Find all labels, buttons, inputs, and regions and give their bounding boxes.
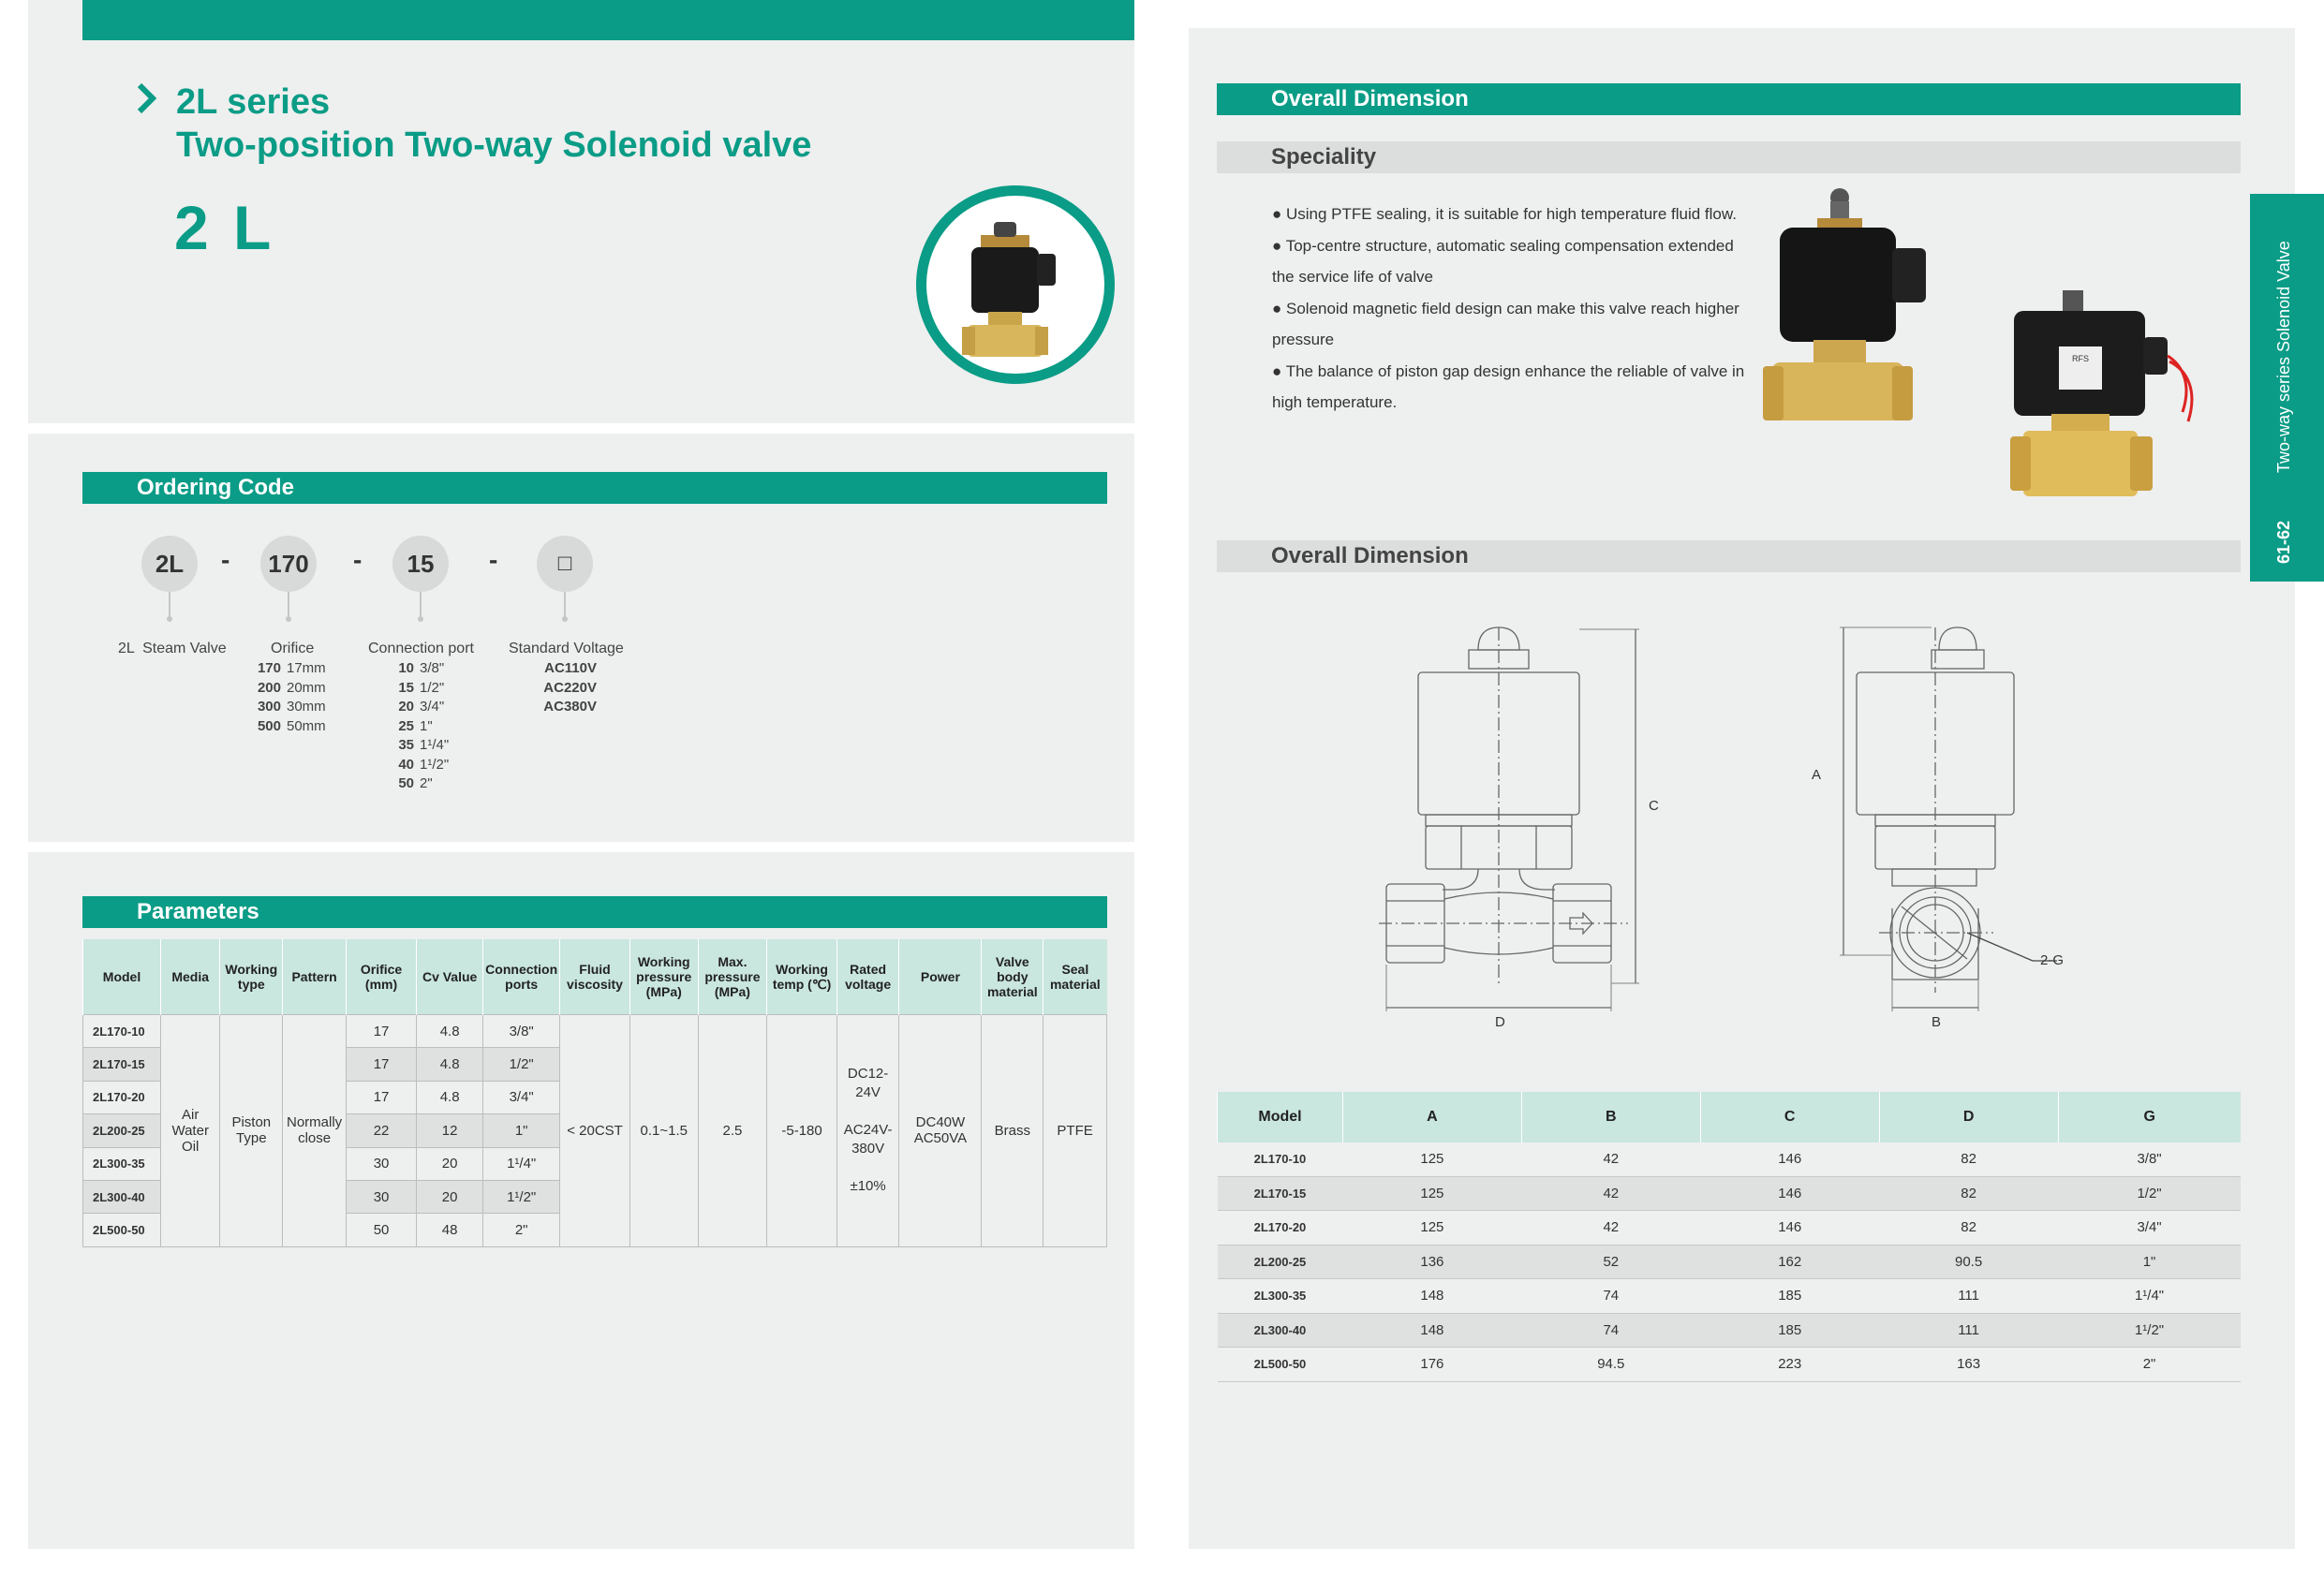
dim-cell: 111 bbox=[1879, 1279, 2058, 1314]
speciality-text: Using PTFE sealing, it is suitable for high temperature fluid flow. bbox=[1286, 205, 1737, 223]
overall-dimension-title: Overall Dimension bbox=[1217, 83, 2241, 115]
option-value: 20mm bbox=[287, 679, 326, 696]
product-thumbnail bbox=[916, 185, 1115, 384]
dim-header: Model bbox=[1218, 1092, 1343, 1142]
cv-cell: 48 bbox=[417, 1214, 483, 1246]
dim-label-b: B bbox=[1932, 1014, 1942, 1030]
dim-cell: 90.5 bbox=[1879, 1245, 2058, 1279]
dim-cell: 162 bbox=[1700, 1245, 1879, 1279]
dim-header: C bbox=[1700, 1092, 1879, 1142]
option-value: 3/4" bbox=[420, 699, 445, 715]
speciality-item bbox=[1272, 230, 1759, 293]
parameters-table bbox=[82, 939, 1107, 1247]
option-value: 30mm bbox=[287, 699, 326, 715]
option-code: 10 bbox=[398, 660, 414, 676]
port-cell: 1¹/4" bbox=[483, 1147, 560, 1180]
cv-cell: 12 bbox=[417, 1114, 483, 1147]
pattern-cell bbox=[283, 1015, 347, 1247]
orifice-cell: 22 bbox=[346, 1114, 416, 1147]
cell-line: AC24V- bbox=[843, 1122, 893, 1139]
table-row bbox=[1218, 1313, 2242, 1348]
code-node-port: 15 bbox=[392, 536, 449, 592]
orifice-options bbox=[255, 659, 326, 736]
cell-line: DC40W bbox=[915, 1114, 966, 1131]
dim-cell: 94.5 bbox=[1521, 1348, 1700, 1382]
option-code: AC110V bbox=[544, 660, 597, 676]
speciality-item bbox=[1272, 199, 1759, 230]
cv-cell: 20 bbox=[417, 1180, 483, 1213]
model-cell: 2L300-40 bbox=[83, 1180, 161, 1213]
media-cell bbox=[161, 1015, 220, 1247]
option-code: 500 bbox=[257, 717, 281, 734]
option-value: 1/2" bbox=[420, 679, 445, 696]
cell-line: Normally bbox=[286, 1114, 343, 1131]
cv-cell: 4.8 bbox=[417, 1015, 483, 1048]
dim-cell: 136 bbox=[1342, 1245, 1521, 1279]
model-cell: 2L200-25 bbox=[1218, 1245, 1343, 1279]
dim-cell: 74 bbox=[1521, 1313, 1700, 1348]
viscosity-cell: < 20CST bbox=[560, 1015, 630, 1247]
code-connector bbox=[420, 592, 422, 618]
power-cell bbox=[899, 1015, 982, 1247]
table-row bbox=[1218, 1245, 2242, 1279]
option-code: 20 bbox=[398, 699, 414, 715]
code-label-voltage: Standard Voltage bbox=[509, 641, 624, 656]
option-value: 1" bbox=[420, 717, 433, 734]
param-header: Media bbox=[161, 939, 220, 1015]
series-title bbox=[176, 81, 811, 167]
option-value: 1¹/4" bbox=[420, 737, 450, 753]
orifice-cell: 17 bbox=[346, 1081, 416, 1113]
param-header: Max. pressure (MPa) bbox=[698, 939, 767, 1015]
cell-line: AC50VA bbox=[913, 1130, 968, 1147]
code-connector bbox=[564, 592, 566, 618]
dim-label-a: A bbox=[1812, 767, 1822, 783]
dim-cell: 82 bbox=[1879, 1176, 2058, 1211]
dimension-subtitle: Overall Dimension bbox=[1217, 540, 2241, 572]
dim-cell: 3/4" bbox=[2058, 1211, 2241, 1245]
dim-cell: 125 bbox=[1342, 1142, 1521, 1176]
seal-material-cell: PTFE bbox=[1044, 1015, 1107, 1247]
option-value: 50mm bbox=[287, 717, 326, 734]
series-subtitle: Two-position Two-way Solenoid valve bbox=[176, 125, 812, 165]
valve-image-icon bbox=[926, 196, 1104, 374]
option-row bbox=[540, 698, 602, 717]
orifice-cell: 50 bbox=[346, 1214, 416, 1246]
option-code: 40 bbox=[398, 756, 414, 773]
dim-cell: 148 bbox=[1342, 1313, 1521, 1348]
model-cell: 2L170-10 bbox=[83, 1015, 161, 1048]
model-cell: 2L170-15 bbox=[1218, 1176, 1343, 1211]
code-connector-dot bbox=[418, 616, 423, 622]
dimension-drawing bbox=[1358, 609, 2089, 1039]
param-header: Cv Value bbox=[417, 939, 483, 1015]
cell-line: close bbox=[298, 1130, 332, 1147]
option-row bbox=[392, 679, 449, 699]
option-code: 200 bbox=[257, 679, 281, 696]
cell-line: DC12- bbox=[847, 1066, 889, 1083]
speciality-title: Speciality bbox=[1217, 141, 2241, 173]
dim-header: A bbox=[1342, 1092, 1521, 1142]
code-label-type: 2L Steam Valve bbox=[118, 641, 227, 656]
dim-cell: 1¹/2" bbox=[2058, 1313, 2241, 1348]
dim-cell: 146 bbox=[1700, 1142, 1879, 1176]
speciality-text: The balance of piston gap design enhance the reliable of valve in high temperature. bbox=[1272, 361, 1745, 411]
option-code: 15 bbox=[398, 679, 414, 696]
param-header: Working pressure (MPa) bbox=[629, 939, 698, 1015]
option-row bbox=[255, 717, 326, 737]
cell-line: Air bbox=[182, 1106, 200, 1123]
dim-cell: 1/2" bbox=[2058, 1176, 2241, 1211]
speciality-text: Top-centre structure, automatic sealing compensation extended the service life of valve bbox=[1272, 236, 1734, 286]
dim-cell: 125 bbox=[1342, 1176, 1521, 1211]
dim-cell: 3/8" bbox=[2058, 1142, 2241, 1176]
dimension-table bbox=[1217, 1092, 2241, 1382]
code-dash: - bbox=[353, 545, 363, 574]
model-cell: 2L300-40 bbox=[1218, 1313, 1343, 1348]
option-row bbox=[392, 774, 449, 794]
dim-cell: 185 bbox=[1700, 1313, 1879, 1348]
table-row bbox=[83, 1015, 1107, 1048]
bullet-icon: ● bbox=[1272, 236, 1286, 255]
option-code: 35 bbox=[398, 737, 414, 753]
option-row bbox=[392, 717, 449, 737]
dim-cell: 163 bbox=[1879, 1348, 2058, 1382]
option-code: AC380V bbox=[543, 699, 597, 715]
working-type-cell bbox=[220, 1015, 283, 1247]
table-row bbox=[1218, 1348, 2242, 1382]
table-row bbox=[1218, 1211, 2242, 1245]
model-cell: 2L300-35 bbox=[1218, 1279, 1343, 1314]
max-pressure-cell: 2.5 bbox=[698, 1015, 767, 1247]
parameters-header-row bbox=[83, 939, 1107, 1015]
port-cell: 3/4" bbox=[483, 1081, 560, 1113]
option-value: 3/8" bbox=[420, 660, 445, 676]
ordering-code-title: Ordering Code bbox=[82, 472, 1107, 504]
cell-line: Water bbox=[171, 1122, 209, 1139]
top-accent-bar bbox=[82, 0, 1134, 40]
param-header: Rated voltage bbox=[836, 939, 899, 1015]
param-header: Model bbox=[83, 939, 161, 1015]
option-code: 25 bbox=[398, 717, 414, 734]
model-cell: 2L300-35 bbox=[83, 1147, 161, 1180]
option-row bbox=[540, 659, 602, 679]
bullet-icon: ● bbox=[1272, 299, 1286, 317]
bullet-icon: ● bbox=[1272, 361, 1286, 380]
option-row bbox=[392, 698, 449, 717]
param-header: Power bbox=[899, 939, 982, 1015]
port-options bbox=[392, 659, 449, 794]
dim-cell: 82 bbox=[1879, 1142, 2058, 1176]
option-value: 1¹/2" bbox=[420, 756, 450, 773]
code-dash: - bbox=[221, 545, 230, 574]
port-cell: 1/2" bbox=[483, 1048, 560, 1081]
model-cell: 2L500-50 bbox=[1218, 1348, 1343, 1382]
series-name: 2L series bbox=[176, 82, 331, 122]
cell-line: ±10% bbox=[850, 1178, 886, 1195]
param-header: Fluid viscosity bbox=[560, 939, 630, 1015]
port-cell: 2" bbox=[483, 1214, 560, 1246]
model-name: 2 L bbox=[174, 193, 275, 262]
bullet-icon: ● bbox=[1272, 205, 1286, 223]
cell-line: 24V bbox=[855, 1084, 881, 1101]
option-row bbox=[255, 659, 326, 679]
dim-label-g: 2-G bbox=[2040, 952, 2065, 968]
voltage-cell bbox=[836, 1015, 899, 1247]
side-tab-text: Two-way series Solenoid Valve bbox=[2274, 241, 2293, 473]
code-node-voltage: □ bbox=[537, 536, 593, 592]
param-header: Orifice (mm) bbox=[346, 939, 416, 1015]
chevron-right-icon bbox=[135, 82, 159, 114]
dim-label-d: D bbox=[1495, 1014, 1505, 1030]
parameters-title: Parameters bbox=[82, 896, 1107, 928]
dim-cell: 146 bbox=[1700, 1176, 1879, 1211]
cell-line: 380V bbox=[851, 1141, 885, 1157]
option-code: 50 bbox=[398, 775, 414, 791]
code-connector bbox=[169, 592, 170, 618]
option-row bbox=[255, 679, 326, 699]
speciality-list bbox=[1272, 199, 1759, 419]
code-connector bbox=[288, 592, 289, 618]
dim-cell: 42 bbox=[1521, 1142, 1700, 1176]
dim-cell: 2" bbox=[2058, 1348, 2241, 1382]
cv-cell: 20 bbox=[417, 1147, 483, 1180]
dim-header: D bbox=[1879, 1092, 2058, 1142]
table-row bbox=[1218, 1279, 2242, 1314]
cell-line bbox=[837, 1102, 899, 1121]
dim-cell: 148 bbox=[1342, 1279, 1521, 1314]
option-value: 2" bbox=[420, 775, 433, 791]
code-connector-dot bbox=[286, 616, 291, 622]
dim-label-c: C bbox=[1649, 798, 1659, 814]
model-cell: 2L500-50 bbox=[83, 1214, 161, 1246]
code-label-port: Connection port bbox=[368, 641, 474, 656]
valve-logo: RFS bbox=[2072, 354, 2089, 363]
option-row bbox=[392, 736, 449, 756]
orifice-cell: 17 bbox=[346, 1048, 416, 1081]
param-header: Working type bbox=[220, 939, 283, 1015]
option-row bbox=[255, 698, 326, 717]
dim-cell: 42 bbox=[1521, 1211, 1700, 1245]
option-code: 300 bbox=[257, 699, 281, 715]
valve-photo-small bbox=[2005, 281, 2201, 510]
port-cell: 1" bbox=[483, 1114, 560, 1147]
port-cell: 1¹/2" bbox=[483, 1180, 560, 1213]
cell-line: Oil bbox=[182, 1138, 200, 1155]
speciality-item bbox=[1272, 293, 1759, 356]
orifice-cell: 17 bbox=[346, 1015, 416, 1048]
option-row bbox=[392, 756, 449, 775]
dim-header: G bbox=[2058, 1092, 2241, 1142]
option-row bbox=[540, 679, 602, 699]
cell-line: Type bbox=[236, 1130, 267, 1147]
dim-cell: 1" bbox=[2058, 1245, 2241, 1279]
dim-cell: 82 bbox=[1879, 1211, 2058, 1245]
param-header: Connection ports bbox=[483, 939, 560, 1015]
cell-line: Piston bbox=[231, 1114, 272, 1131]
param-header: Valve body material bbox=[982, 939, 1044, 1015]
table-row bbox=[1218, 1176, 2242, 1211]
dim-cell: 42 bbox=[1521, 1176, 1700, 1211]
model-cell: 2L170-20 bbox=[83, 1081, 161, 1113]
model-cell: 2L200-25 bbox=[83, 1114, 161, 1147]
dim-cell: 185 bbox=[1700, 1279, 1879, 1314]
model-cell: 2L170-15 bbox=[83, 1048, 161, 1081]
table-row bbox=[1218, 1142, 2242, 1176]
speciality-text: Solenoid magnetic field design can make this valve reach higher pressure bbox=[1272, 299, 1739, 348]
port-cell: 3/8" bbox=[483, 1015, 560, 1048]
dimension-header-row bbox=[1218, 1092, 2242, 1142]
dim-cell: 52 bbox=[1521, 1245, 1700, 1279]
model-cell: 2L170-10 bbox=[1218, 1142, 1343, 1176]
dim-header: B bbox=[1521, 1092, 1700, 1142]
option-row bbox=[392, 659, 449, 679]
code-node-type: 2L bbox=[141, 536, 198, 592]
param-header: Working temp (℃) bbox=[767, 939, 837, 1015]
working-pressure-cell: 0.1~1.5 bbox=[629, 1015, 698, 1247]
param-header: Pattern bbox=[283, 939, 347, 1015]
speciality-item bbox=[1272, 356, 1759, 419]
page-number: 61-62 bbox=[2274, 520, 2293, 564]
dim-cell: 111 bbox=[1879, 1313, 2058, 1348]
code-connector-dot bbox=[562, 616, 568, 622]
valve-photo-large bbox=[1761, 183, 1948, 445]
option-code: 170 bbox=[257, 660, 281, 676]
code-dash: - bbox=[489, 545, 498, 574]
orifice-cell: 30 bbox=[346, 1180, 416, 1213]
code-label-orifice: Orifice bbox=[271, 641, 315, 656]
code-node-orifice: 170 bbox=[260, 536, 317, 592]
option-code: AC220V bbox=[543, 679, 597, 696]
cv-cell: 4.8 bbox=[417, 1081, 483, 1113]
dim-cell: 1¹/4" bbox=[2058, 1279, 2241, 1314]
body-material-cell: Brass bbox=[982, 1015, 1044, 1247]
cell-line bbox=[837, 1158, 899, 1177]
param-header: Seal material bbox=[1044, 939, 1107, 1015]
dim-cell: 146 bbox=[1700, 1211, 1879, 1245]
dim-cell: 74 bbox=[1521, 1279, 1700, 1314]
dim-cell: 223 bbox=[1700, 1348, 1879, 1382]
option-value: 17mm bbox=[287, 660, 326, 676]
cv-cell: 4.8 bbox=[417, 1048, 483, 1081]
voltage-options bbox=[540, 659, 602, 717]
dim-cell: 125 bbox=[1342, 1211, 1521, 1245]
temp-cell: -5-180 bbox=[767, 1015, 837, 1247]
model-cell: 2L170-20 bbox=[1218, 1211, 1343, 1245]
orifice-cell: 30 bbox=[346, 1147, 416, 1180]
code-connector-dot bbox=[167, 616, 172, 622]
dim-cell: 176 bbox=[1342, 1348, 1521, 1382]
